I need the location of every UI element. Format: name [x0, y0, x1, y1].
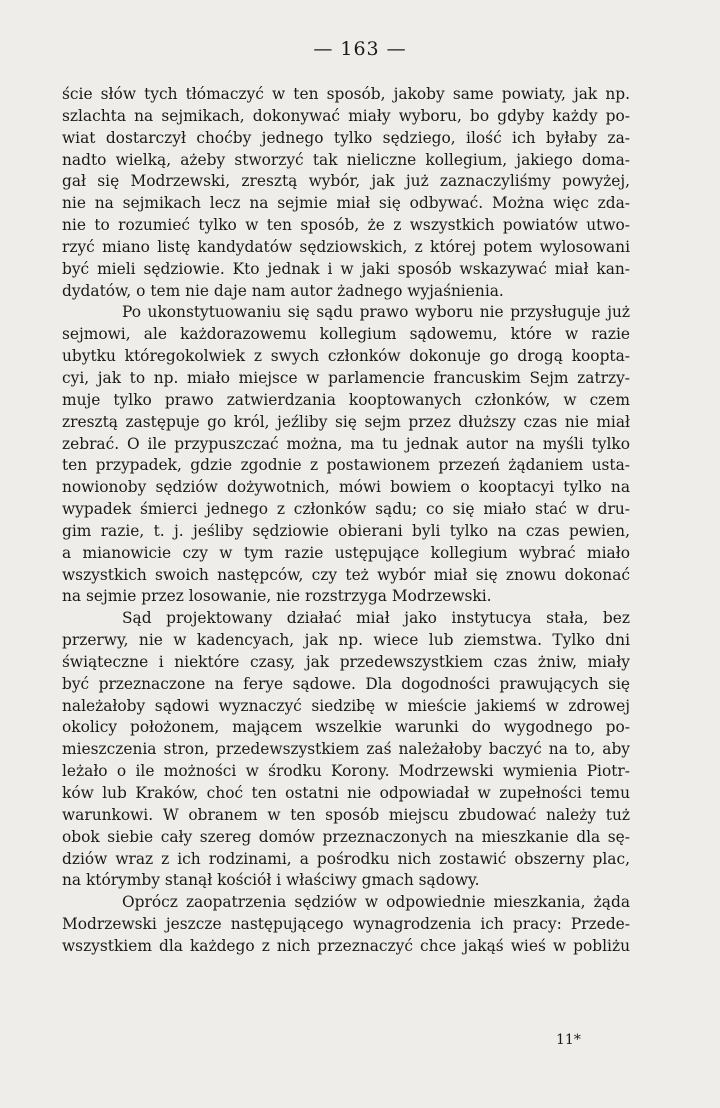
text-line: wszystkich swoich następców, czy też wybór miał się znowu dokonać	[62, 565, 630, 584]
text-line: a mianowicie czy w tym razie ustępujące kollegium wybrać miało	[62, 543, 630, 562]
paragraph	[62, 302, 630, 608]
text-line: ście słów tych tłómaczyć w ten sposób, jakoby same powiaty, jak np.	[62, 85, 630, 103]
text-line: być mieli sędziowie. Kto jednak i w jaki sposób wskazywać miał kan-	[62, 259, 630, 278]
text-line: wszystkiem dla każdego z nich przeznaczyć chce jakąś wieś w pobliżu	[62, 936, 630, 955]
text-line: być przeznaczone na ferye sądowe. Dla dogodności prawujących się	[62, 674, 630, 693]
text-line: nie to rozumieć tylko w ten sposób, że z wszystkich powiatów utwo-	[62, 216, 630, 235]
text-line: Modrzewski jeszcze następującego wynagrodzenia ich pracy: Przede-	[62, 915, 630, 934]
text-line: wiat dostarczył choćby jednego tylko sędziego, ilość ich byłaby za-	[62, 128, 630, 147]
text-line: rzyć miano listę kandydatów sędziowskich, z której potem wylosowani	[62, 237, 630, 256]
text-line: nowionoby sędziów dożywotnich, mówi bowiem o kooptacyi tylko na	[62, 478, 630, 497]
paragraph	[62, 892, 630, 958]
text-line: okolicy położonem, mającem wszelkie warunki do wygodnego po-	[62, 718, 630, 737]
text-line: zebrać. O ile przypuszczać można, ma tu jednak autor na myśli tylko	[62, 434, 630, 453]
text-line: ubytku któregokolwiek z swych członków dokonuje go drogą koopta-	[62, 347, 630, 366]
text-line: muje tylko prawo zatwierdzania kooptowanych członków, w czem	[62, 390, 630, 409]
text-line: mieszczenia stron, przedewszystkiem zaś należałoby baczyć na to, aby	[62, 740, 630, 759]
text-line: gim razie, t. j. jeśliby sędziowie obierani byli tylko na czas pewien,	[62, 521, 630, 540]
text-line: ków lub Kraków, choć ten ostatni nie odpowiadał w zupełności temu	[62, 784, 630, 802]
text-line: przerwy, nie w kadencyach, jak np. wiece lub ziemstwa. Tylko dni	[62, 631, 630, 650]
text-line: Po ukonstytuowaniu się sądu prawo wyboru nie przysługuje już	[122, 303, 630, 322]
text-line: Sąd projektowany działać miał jako instytucya stała, bez	[122, 609, 630, 628]
text-line: nie na sejmikach lecz na sejmie miał się odbywać. Można więc zda-	[62, 194, 630, 213]
text-line: dziów wraz z ich rodzinami, a pośrodku nich zostawić obszerny plac,	[62, 849, 630, 868]
paragraph	[62, 608, 630, 892]
text-line: wypadek śmierci jednego z członków sądu; co się miało stać w dru-	[62, 500, 630, 519]
text-line: leżało o ile możności w środku Korony. Modrzewski wymienia Piotr-	[62, 762, 630, 781]
body-text	[62, 84, 630, 958]
text-line: zresztą zastępuje go król, jeźliby się sejm przez dłuższy czas nie miał	[62, 412, 630, 431]
text-line: Oprócz zaopatrzenia sędziów w odpowiednie mieszkania, żąda	[122, 893, 630, 912]
text-line: świąteczne i niektóre czasy, jak przedewszystkiem czas żniw, miały	[62, 652, 630, 671]
text-line: gał się Modrzewski, zresztą wybór, jak już zaznaczyliśmy powyżej,	[62, 172, 630, 191]
text-line: cyi, jak to np. miało miejsce w parlamencie francuskim Sejm zatrzy-	[62, 368, 630, 387]
text-line: sejmowi, ale każdorazowemu kollegium sądowemu, które w razie	[62, 325, 630, 344]
text-line: obok siebie cały szereg domów przeznaczonych na mieszkanie dla sę-	[62, 827, 630, 846]
paragraph	[62, 84, 630, 302]
text-line: należałoby sądowi wyznaczyć siedzibę w mieście jakiemś w zdrowej	[62, 696, 630, 715]
text-line: na którymby stanął kościół i właściwy gmach sądowy.	[62, 871, 480, 890]
text-line: warunkowi. W obranem w ten sposób miejscu zbudować należy tuż	[62, 805, 630, 824]
text-line: nadto wielką, ażeby stworzyć tak nieliczne kollegium, jakiego doma-	[62, 150, 630, 169]
text-line: dydatów, o tem nie daje nam autor żadnego wyjaśnienia.	[62, 281, 504, 300]
page-number-header: — 163 —	[313, 38, 407, 60]
printer-signature-mark: 11*	[556, 1032, 581, 1048]
text-line: na sejmie przez losowanie, nie rozstrzyga Modrzewski.	[62, 587, 492, 606]
text-line: szlachta na sejmikach, dokonywać miały wyboru, bo gdyby każdy po-	[62, 106, 630, 125]
text-line: ten przypadek, gdzie zgodnie z postawionem przezeń żądaniem usta-	[62, 456, 630, 475]
